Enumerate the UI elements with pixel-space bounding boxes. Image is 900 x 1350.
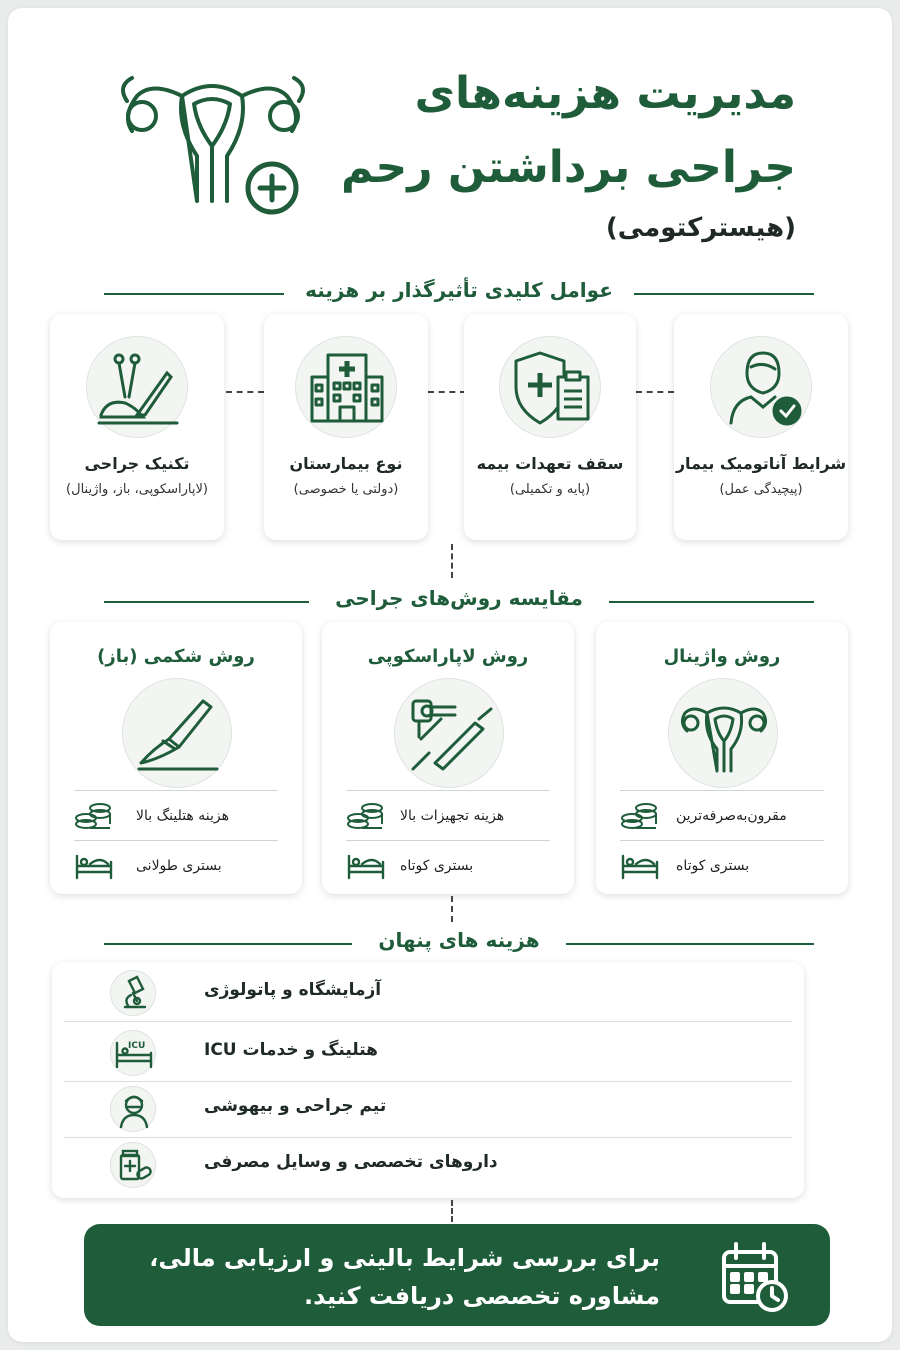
bed-icon bbox=[346, 852, 386, 880]
factor-card-technique bbox=[50, 314, 224, 540]
method-stay: بستری کوتاه bbox=[676, 858, 750, 874]
method-card-vaginal bbox=[596, 622, 848, 894]
method-title: روش لاپاراسکوپی bbox=[367, 646, 529, 667]
factor-title: تکنیک جراحی bbox=[84, 454, 190, 473]
hidden-costs-card bbox=[52, 962, 804, 1198]
insurance-shield-icon bbox=[499, 336, 601, 438]
method-cost: هزینه هتلینگ بالا bbox=[136, 808, 230, 824]
factor-title: نوع بیمارستان bbox=[289, 454, 403, 473]
method-stay: بستری طولانی bbox=[136, 858, 222, 874]
list-item bbox=[64, 966, 792, 1022]
page-title-line1: مدیریت هزینه‌های bbox=[414, 68, 796, 119]
consultation-banner[interactable] bbox=[84, 1224, 830, 1326]
connector bbox=[451, 544, 453, 578]
divider bbox=[346, 790, 550, 791]
calendar-clock-icon bbox=[716, 1238, 792, 1314]
divider bbox=[620, 790, 824, 791]
method-card-open bbox=[50, 622, 302, 894]
page bbox=[8, 8, 892, 1342]
divider bbox=[74, 840, 278, 841]
bed-icon bbox=[620, 852, 660, 880]
hidden-cost-label: داروهای تخصصی و وسایل مصرفی bbox=[204, 1152, 498, 1172]
page-subtitle: (هیسترکتومی) bbox=[605, 213, 796, 243]
method-title: روش واژینال bbox=[663, 646, 781, 667]
hospital-icon bbox=[295, 336, 397, 438]
coins-icon bbox=[74, 802, 112, 832]
connector bbox=[451, 1200, 453, 1222]
hidden-cost-label: آزمایشگاه و پاتولوژی bbox=[204, 980, 382, 1000]
factor-sub: (پیچیدگی عمل) bbox=[719, 482, 803, 497]
connector bbox=[428, 391, 466, 393]
factor-card-insurance bbox=[464, 314, 636, 540]
divider bbox=[346, 840, 550, 841]
divider bbox=[74, 790, 278, 791]
factors-heading-bar bbox=[104, 278, 814, 308]
medicine-icon bbox=[110, 1142, 156, 1188]
connector bbox=[226, 391, 264, 393]
patient-check-icon bbox=[710, 336, 812, 438]
method-card-laparoscopy bbox=[322, 622, 574, 894]
hidden-heading-bar bbox=[104, 928, 814, 958]
factors-heading: عوامل کلیدی تأثیرگذار بر هزینه bbox=[305, 278, 613, 302]
microscope-icon bbox=[110, 970, 156, 1016]
factor-sub: (پایه و تکمیلی) bbox=[509, 482, 591, 497]
factor-title: شرایط آناتومیک بیمار bbox=[675, 454, 847, 473]
methods-heading-bar bbox=[104, 586, 814, 616]
uterus-plus-icon bbox=[112, 56, 332, 226]
uterus-icon bbox=[668, 678, 778, 788]
method-cost: مقرون‌به‌صرفه‌ترین bbox=[676, 808, 787, 824]
surgical-tools-icon bbox=[86, 336, 188, 438]
factor-sub: (دولتی یا خصوصی) bbox=[293, 482, 399, 497]
coins-icon bbox=[620, 802, 658, 832]
hidden-cost-label: هتلینگ و خدمات ICU bbox=[204, 1040, 378, 1060]
method-title: روش شکمی (باز) bbox=[97, 646, 255, 667]
divider bbox=[620, 840, 824, 841]
scalpel-icon bbox=[122, 678, 232, 788]
cta-line2: مشاوره تخصصی دریافت کنید. bbox=[304, 1282, 660, 1310]
cta-line1: برای بررسی شرایط بالینی و ارزیابی مالی، bbox=[149, 1244, 660, 1272]
hidden-cost-label: تیم جراحی و بیهوشی bbox=[204, 1096, 387, 1116]
list-item bbox=[64, 1026, 792, 1082]
divider bbox=[64, 1021, 792, 1022]
connector bbox=[636, 391, 674, 393]
method-stay: بستری کوتاه bbox=[400, 858, 474, 874]
hidden-heading: هزینه های پنهان bbox=[378, 928, 540, 952]
list-item bbox=[64, 1082, 792, 1138]
connector bbox=[451, 896, 453, 922]
factor-title: سقف تعهدات بیمه bbox=[476, 454, 624, 473]
method-cost: هزینه تجهیزات بالا bbox=[400, 808, 505, 824]
laparoscope-icon bbox=[394, 678, 504, 788]
page-title-line2: جراحی برداشتن رحم bbox=[341, 142, 796, 193]
icu-bed-icon bbox=[110, 1030, 156, 1076]
surgeon-icon bbox=[110, 1086, 156, 1132]
factor-card-patient bbox=[674, 314, 848, 540]
methods-heading: مقایسه روش‌های جراحی bbox=[335, 586, 583, 610]
coins-icon bbox=[346, 802, 384, 832]
icu-text: ICU bbox=[128, 1041, 146, 1051]
list-item bbox=[64, 1138, 792, 1194]
factor-sub: (لاپاراسکوپی، باز، واژینال) bbox=[66, 482, 208, 497]
bed-icon bbox=[74, 852, 114, 880]
factor-card-hospital bbox=[264, 314, 428, 540]
